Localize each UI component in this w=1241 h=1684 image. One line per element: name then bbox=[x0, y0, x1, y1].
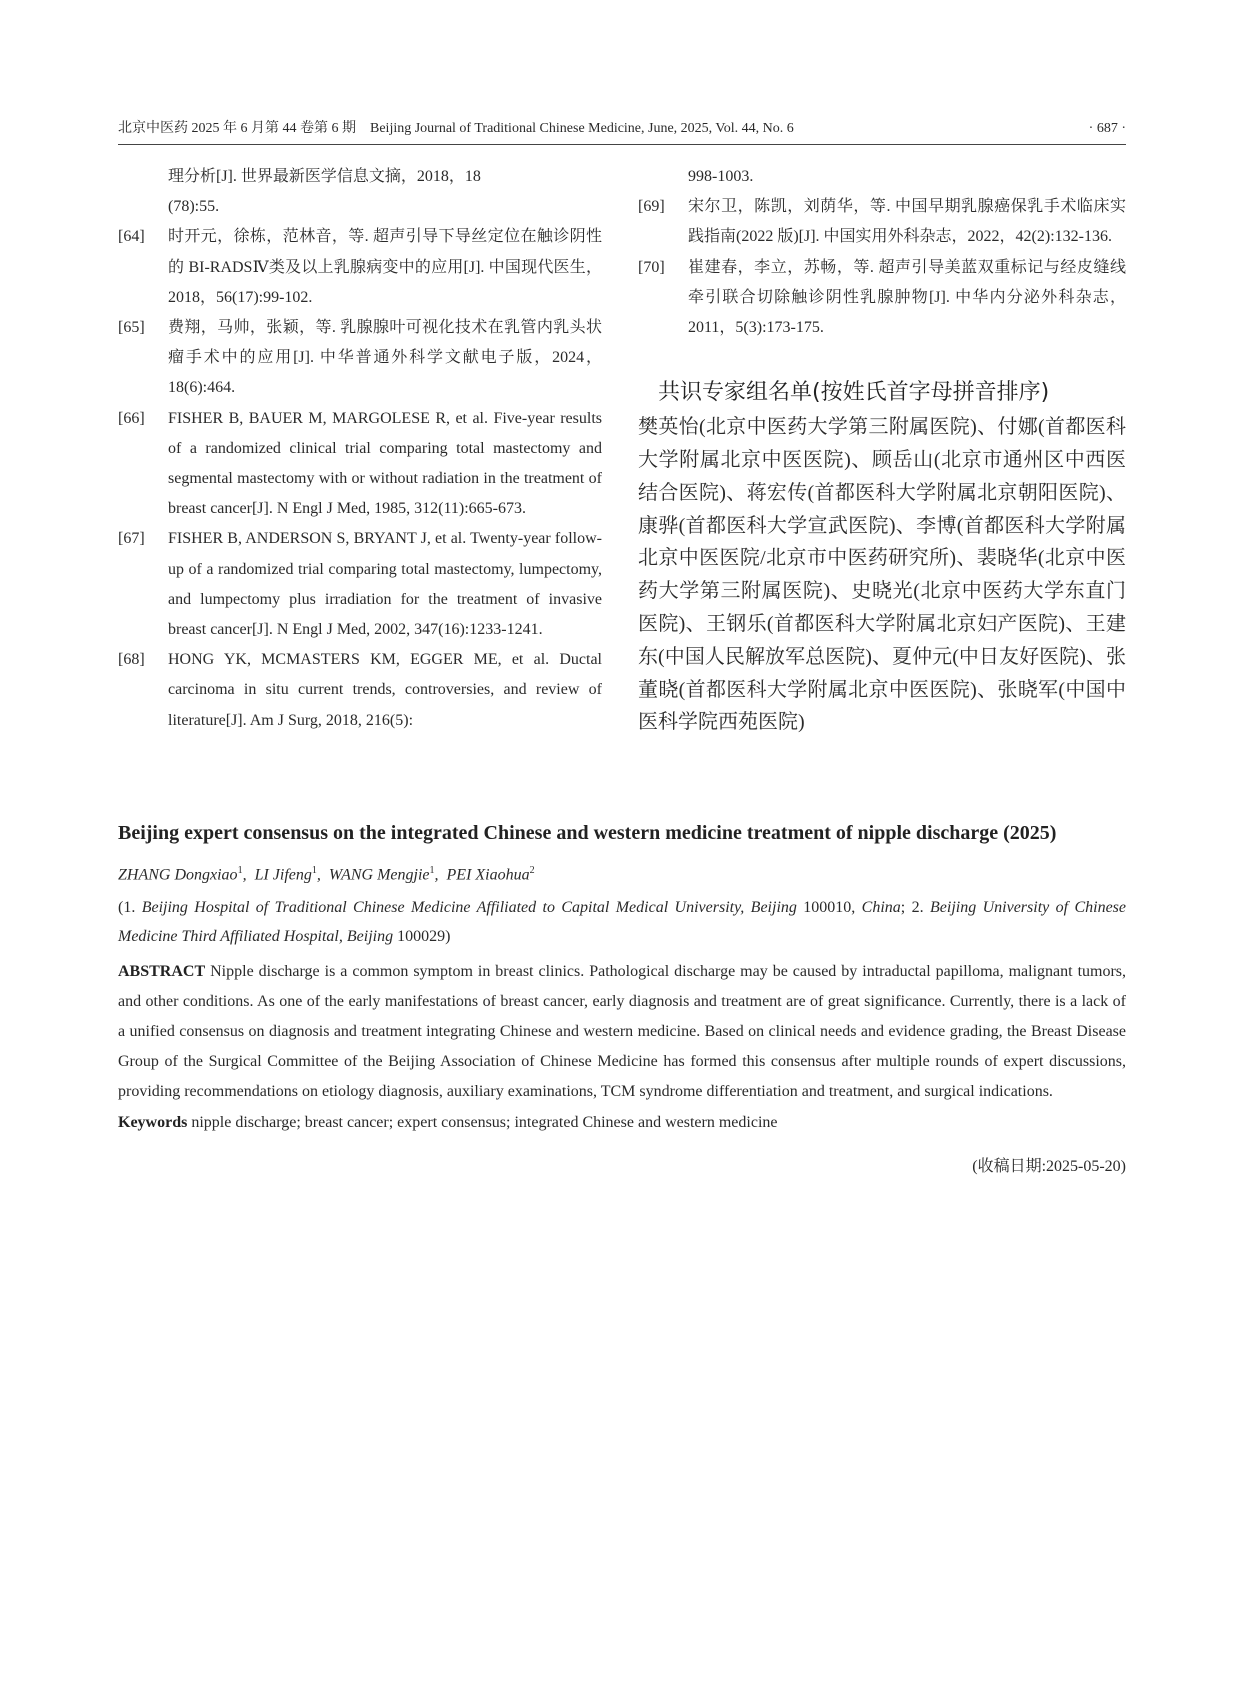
header-journal-cn: 北京中医药 2025 年 6 月第 44 卷第 6 期 bbox=[118, 121, 356, 136]
reference-68 bbox=[118, 645, 602, 736]
author-affil-mark: 1 bbox=[237, 865, 243, 876]
reference-64 bbox=[118, 222, 602, 313]
affil-2-code: 100029) bbox=[393, 928, 451, 946]
keywords-text: nipple discharge; breast cancer; expert consensus; integrated Chinese and western medicine bbox=[191, 1114, 778, 1132]
affil-separator: ; 2. bbox=[900, 899, 931, 917]
right-column bbox=[638, 162, 1126, 739]
header-journal-en: Beijing Journal of Traditional Chinese Medicine, June, 2025, Vol. 44, No. 6 bbox=[370, 121, 794, 136]
experts-list: 樊英怡(北京中医药大学第三附属医院)、付娜(首都医科大学附属北京中医医院)、顾岳山(北京市通州区中西医结合医院)、蒋宏传(首都医科大学附属北京朝阳医院)、康骅(首都医科大学宣武医院)、李博(首都医科大学附属北京中医医院/北京市中医药研究所)、裴晓华(北京中医药大学第三附属医院)、史晓光(北京中医药大学东直门医院)、王钢乐(首都医科大学附属北京妇产医院)、王建东(中国人民解放军总医院)、夏仲元(中日友好医院)、张董晓(首都医科大学附属北京中医医院)、张晓军(中国中医科学院西苑医院) bbox=[638, 416, 1126, 734]
reference-63-line-2: (78):55. bbox=[168, 198, 220, 216]
english-abstract bbox=[118, 957, 1126, 1107]
reference-number: [68] bbox=[118, 651, 145, 669]
english-authors: ZHANG Dongxiao$^1$, LI Jifeng$^1$, WANG Mengjie$^1$, PEI Xiaohua$^2$ bbox=[118, 865, 535, 884]
reference-text: FISHER B, ANDERSON S, BRYANT J, et al. Twenty-year follow-up of a randomized trial comparing total mastectomy, lumpectomy, and lumpectomy plus irradiation for the treatment of invasive breast cancer[J]. N Engl J Med, 2002, 347(16):1233-1241. bbox=[168, 530, 602, 639]
author-name: LI Jifeng bbox=[254, 866, 312, 884]
abstract-label: ABSTRACT bbox=[118, 963, 206, 981]
affil-1: Beijing Hospital of Traditional Chinese Medicine Affiliated to Capital Medical University, Beijing bbox=[141, 899, 797, 917]
left-column bbox=[118, 162, 602, 736]
reference-66 bbox=[118, 404, 602, 525]
reference-text: 宋尔卫，陈凯，刘荫华，等. 中国早期乳腺癌保乳手术临床实践指南(2022 版)[J]. 中国实用外科杂志，2022，42(2):132-136. bbox=[688, 198, 1126, 246]
abstract-text: Nipple discharge is a common symptom in breast clinics. Pathological discharge may be caused by intraductal papilloma, malignant tumors, and other conditions. As one of the early manifestations of breast cancer, early diagnosis and treatment are of great significance. Currently, there is a lack of a unified consensus on diagnosis and treatment integrating Chinese and western medicine. Based on clinical needs and evidence grading, the Breast Disease Group of the Surgical Committee of the Beijing Association of Chinese Medicine has formed this consensus after multiple rounds of expert discussions, providing recommendations on etiology diagnosis, auxiliary examinations, TCM syndrome differentiation and treatment, and surgical indications. bbox=[118, 963, 1127, 1101]
english-keywords bbox=[118, 1109, 1126, 1137]
header-journal bbox=[118, 118, 794, 140]
english-abstract-section bbox=[118, 818, 1126, 1179]
affil-2: Beijing University of Chinese Medicine Third Affiliated Hospital, Beijing bbox=[118, 899, 1127, 946]
reference-65 bbox=[118, 313, 602, 404]
experts-list-heading: 共识专家组名单(按姓氏首字母拼音排序) bbox=[658, 380, 1050, 406]
english-affiliations bbox=[118, 893, 1126, 951]
reference-67 bbox=[118, 524, 602, 645]
keywords-label: Keywords bbox=[118, 1114, 188, 1132]
reference-68-line: 998-1003. bbox=[688, 168, 754, 185]
author-affil-mark: 2 bbox=[529, 865, 535, 876]
english-title: Beijing expert consensus on the integrated Chinese and western medicine treatment of nipple discharge (2025) bbox=[118, 822, 1057, 844]
running-header bbox=[118, 118, 1126, 145]
author-name: PEI Xiaohua bbox=[446, 866, 530, 884]
received-date: (收稿日期:2025-05-20) bbox=[972, 1158, 1126, 1176]
reference-text: 时开元，徐栋，范林音，等. 超声引导下导丝定位在触诊阴性的 BI-RADSⅣ类及以上乳腺病变中的应用[J]. 中国现代医生，2018，56(17):99-102. bbox=[168, 228, 602, 306]
reference-number: [65] bbox=[118, 319, 145, 337]
reference-text: HONG YK, MCMASTERS KM, EGGER ME, et al. Ductal carcinoma in situ current trends, controversies, and review of literature[J]. Am J Surg, 2018, 216(5): bbox=[168, 651, 602, 729]
reference-text: 费翔，马帅，张颖，等. 乳腺腺叶可视化技术在乳管内乳头状瘤手术中的应用[J]. 中华普通外科学文献电子版，2024，18(6):464. bbox=[168, 319, 602, 397]
page-number: · 687 · bbox=[1088, 121, 1126, 136]
affil-1-code: 100010, bbox=[796, 899, 862, 917]
reference-63-continued bbox=[118, 162, 602, 222]
reference-number: [64] bbox=[118, 228, 145, 246]
author-name: WANG Mengjie bbox=[328, 866, 430, 884]
author-affil-mark: 1 bbox=[311, 865, 317, 876]
reference-number: [66] bbox=[118, 409, 145, 427]
reference-number: [67] bbox=[118, 530, 145, 548]
reference-number: [69] bbox=[638, 198, 665, 216]
reference-63-line-1: 理分析[J]. 世界最新医学信息文摘，2018，18 bbox=[168, 168, 481, 185]
reference-number: [70] bbox=[638, 258, 665, 276]
reference-68-continued bbox=[638, 162, 1126, 192]
affil-1-country: China bbox=[861, 899, 901, 917]
reference-69 bbox=[638, 192, 1126, 252]
reference-text: 崔建春，李立，苏畅，等. 超声引导美蓝双重标记与经皮缝线牵引联合切除触诊阴性乳腺肿物[J]. 中华内分泌外科杂志，2011，5(3):173-175. bbox=[688, 258, 1126, 337]
author-affil-mark: 1 bbox=[429, 865, 435, 876]
reference-text: FISHER B, BAUER M, MARGOLESE R, et al. Five-year results of a randomized clinical trial comparing total mastectomy and segmental mastectomy with or without radiation in the treatment of breast cancer[J]. N Engl J Med, 1985, 312(11):665-673. bbox=[168, 409, 602, 518]
affil-open: (1. bbox=[118, 899, 142, 917]
reference-70 bbox=[638, 253, 1126, 344]
author-name: ZHANG Dongxiao bbox=[118, 866, 238, 884]
